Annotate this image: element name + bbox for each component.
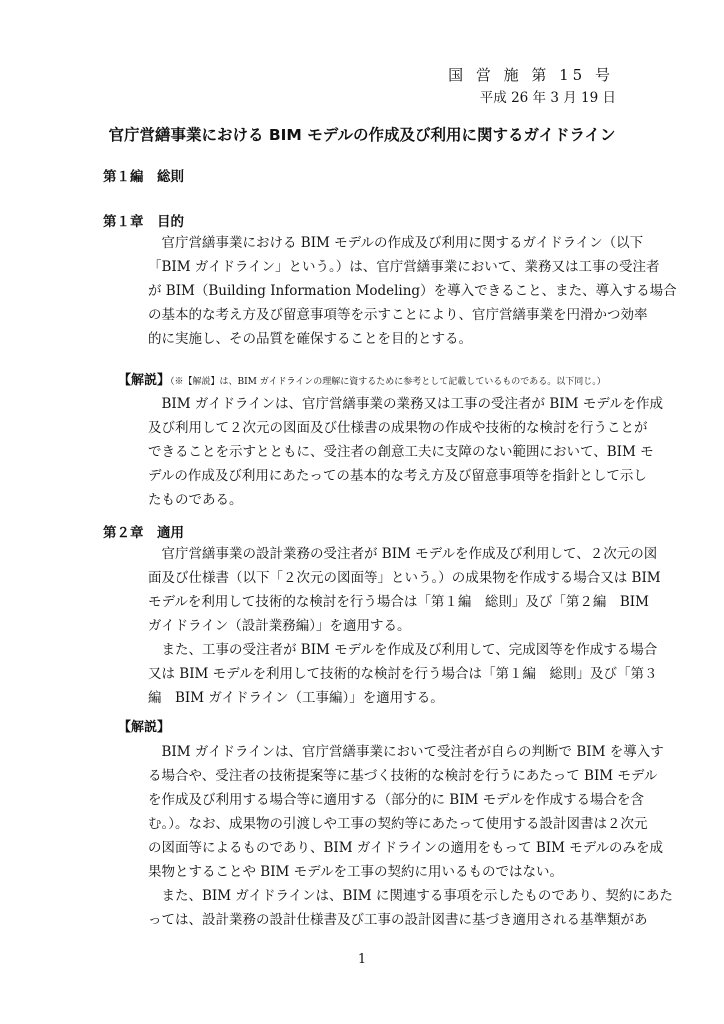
- kaisetsu-note: （※【解説】は、BIM ガイドラインの理解に資するために参考として記載しているものである。以下同じ。）: [170, 377, 606, 387]
- document-title: 官庁営繕事業における BIM モデルの作成及び利用に関するガイドライン: [108, 126, 616, 144]
- chapter2-line: 編 BIM ガイドライン（工事編）」を適用する。: [148, 690, 444, 706]
- chapter2-kaisetsu-line: む。）。なお、成果物の引渡しや工事の契約等にあたって使用する設計図書は２次元: [148, 816, 648, 832]
- chapter2-line: 又は BIM モデルを利用して技術的な検討を行う場合は「第１編 総則」及び「第３: [148, 666, 658, 682]
- chapter2-kaisetsu-line: る場合や、受注者の技術提案等に基づく技術的な検討を行うにあたって BIM モデル: [148, 768, 658, 784]
- kaisetsu-label: 【解説】: [118, 373, 171, 388]
- chapter1-line: 「BIM ガイドライン」という。）は、官庁営繕事業において、業務又は工事の受注者: [148, 259, 660, 275]
- chapter2-kaisetsu-line: っては、設計業務の設計仕様書及び工事の設計図書に基づき適用される基準類があ: [148, 912, 648, 928]
- chapter1-kaisetsu-line: BIM ガイドラインは、官庁営繕事業の業務又は工事の受注者が BIM モデルを作成: [148, 396, 664, 412]
- chapter1-line: 官庁営繕事業における BIM モデルの作成及び利用に関するガイドライン（以下: [148, 235, 644, 251]
- chapter2-heading: 第２章 適用: [103, 525, 184, 541]
- chapter2-kaisetsu-label: 【解説】: [118, 720, 171, 735]
- chapter2-kaisetsu-line: BIM ガイドラインは、官庁営繕事業において受注者が自らの判断で BIM を導入す: [148, 744, 664, 760]
- chapter1-heading: 第１章 目的: [103, 214, 184, 230]
- chapter2-kaisetsu-line: を作成及び利用する場合等に適用する（部分的に BIM モデルを作成する場合を含: [148, 792, 644, 808]
- chapter2-kaisetsu-line: の図面等によるものであり、BIM ガイドラインの適用をもって BIM モデルのみを成: [148, 840, 664, 856]
- chapter1-line: 的に実施し、その品質を確保することを目的とする。: [148, 331, 472, 347]
- chapter1-kaisetsu-line: 及び利用して２次元の図面及び仕様書の成果物の作成や技術的な検討を行うことが: [148, 420, 648, 436]
- chapter2-line: 面及び仕様書（以下「２次元の図面等」という。）の成果物を作成する場合又は BIM: [148, 570, 661, 586]
- chapter1-kaisetsu-line: デルの作成及び利用にあたっての基本的な考え方及び留意事項等を指針として示し: [148, 468, 647, 484]
- reference-number: 国 営 施 第 15 号: [448, 66, 614, 84]
- chapter1-line: が BIM（Building Information Modeling）を導入できること、また、導入する場合: [148, 283, 677, 299]
- chapter2-line: ガイドライン（設計業務編）」を適用する。: [148, 618, 411, 634]
- page-number: 1: [357, 952, 367, 967]
- chapter1-line: の基本的な考え方及び留意事項等を示すことにより、官庁営繕事業を円滑かつ効率: [148, 307, 648, 323]
- chapter2-line: モデルを利用して技術的な検討を行う場合は「第１編 総則」及び「第２編 BIM: [148, 594, 649, 610]
- chapter2-line: また、工事の受注者が BIM モデルを作成及び利用して、完成図等を作成する場合: [148, 642, 658, 658]
- chapter2-kaisetsu-line: 果物とすることや BIM モデルを工事の契約に用いるものではない。: [148, 864, 563, 880]
- chapter2-line: 官庁営繕事業の設計業務の受注者が BIM モデルを作成及び利用して、２次元の図: [148, 546, 658, 562]
- part-heading: 第１編 総則: [103, 169, 184, 185]
- chapter2-kaisetsu-line: また、BIM ガイドラインは、BIM に関連する事項を示したものであり、契約にあた: [148, 888, 673, 904]
- issue-date: 平成 26 年 3 月 19 日: [479, 90, 616, 106]
- chapter1-kaisetsu-line: できることを示すとともに、受注者の創意工夫に支障のない範囲において、BIM モ: [148, 444, 654, 460]
- chapter1-kaisetsu-header: [118, 371, 606, 391]
- chapter1-kaisetsu-line: たものである。: [148, 492, 243, 508]
